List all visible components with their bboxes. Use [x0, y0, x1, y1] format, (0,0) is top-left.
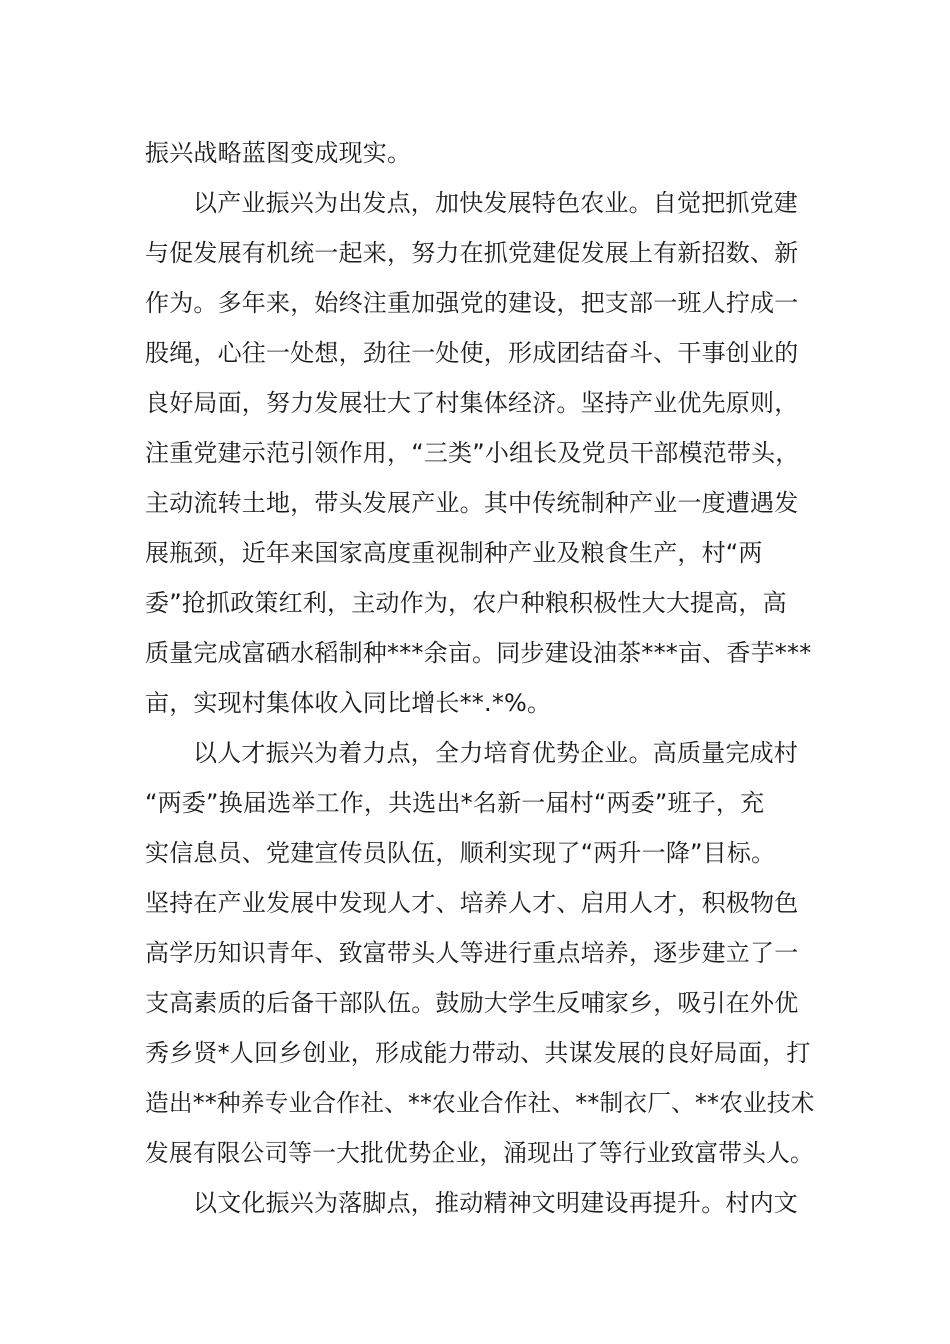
text-line: 坚持在产业发展中发现人才、培养人才、启用人才，积极物色	[145, 889, 799, 917]
text-line: 良好局面，努力发展壮大了村集体经济。坚持产业优先原则，	[145, 389, 799, 417]
text-line: 实信息员、党建宣传员队伍，顺利实现了“两升一降”目标。	[145, 839, 776, 867]
text-line: 秀乡贤*人回乡创业，形成能力带动、共谋发展的良好局面，打	[145, 1039, 811, 1067]
text-line: 委”抢抓政策红利，主动作为，农户种粮积极性大大提高，高	[145, 589, 787, 617]
text-line: 支高素质的后备干部队伍。鼓励大学生反哺家乡，吸引在外优	[145, 989, 799, 1017]
text-line: 振兴战略蓝图变成现实。	[145, 139, 412, 167]
paragraph-first-line: 以产业振兴为出发点，加快发展特色农业。自觉把抓党建	[193, 189, 798, 217]
text-line: 与促发展有机统一起来，努力在抓党建促发展上有新招数、新	[145, 239, 799, 267]
text-line: 主动流转土地，带头发展产业。其中传统制种产业一度遭遇发	[145, 489, 799, 517]
text-line: 展瓶颈，近年来国家高度重视制种产业及粮食生产，村“两	[145, 539, 763, 567]
text-line: 亩，实现村集体收入同比增长**.*%。	[145, 689, 552, 717]
body-text	[145, 128, 815, 1228]
text-line: 造出**种养专业合作社、**农业合作社、**制衣厂、**农业技术	[145, 1089, 815, 1117]
text-line: 股绳，心往一处想，劲往一处使，形成团结奋斗、干事创业的	[145, 339, 799, 367]
text-line: 作为。多年来，始终注重加强党的建设，把支部一班人拧成一	[145, 289, 799, 317]
text-line: 质量完成富硒水稻制种***余亩。同步建设油茶***亩、香芋***	[145, 639, 812, 667]
text-line: 发展有限公司等一大批优势企业，涌现出了等行业致富带头人。	[145, 1139, 814, 1167]
paragraph-first-line: 以人才振兴为着力点，全力培育优势企业。高质量完成村	[193, 739, 798, 767]
paragraph-first-line: 以文化振兴为落脚点，推动精神文明建设再提升。村内文	[193, 1189, 798, 1217]
text-line: “两委”换届选举工作，共选出*名新一届村“两委”班子，充	[145, 789, 765, 817]
text-line: 高学历知识青年、致富带头人等进行重点培养，逐步建立了一	[145, 939, 799, 967]
text-line: 注重党建示范引领作用，“三类”小组长及党员干部模范带头，	[145, 439, 800, 467]
